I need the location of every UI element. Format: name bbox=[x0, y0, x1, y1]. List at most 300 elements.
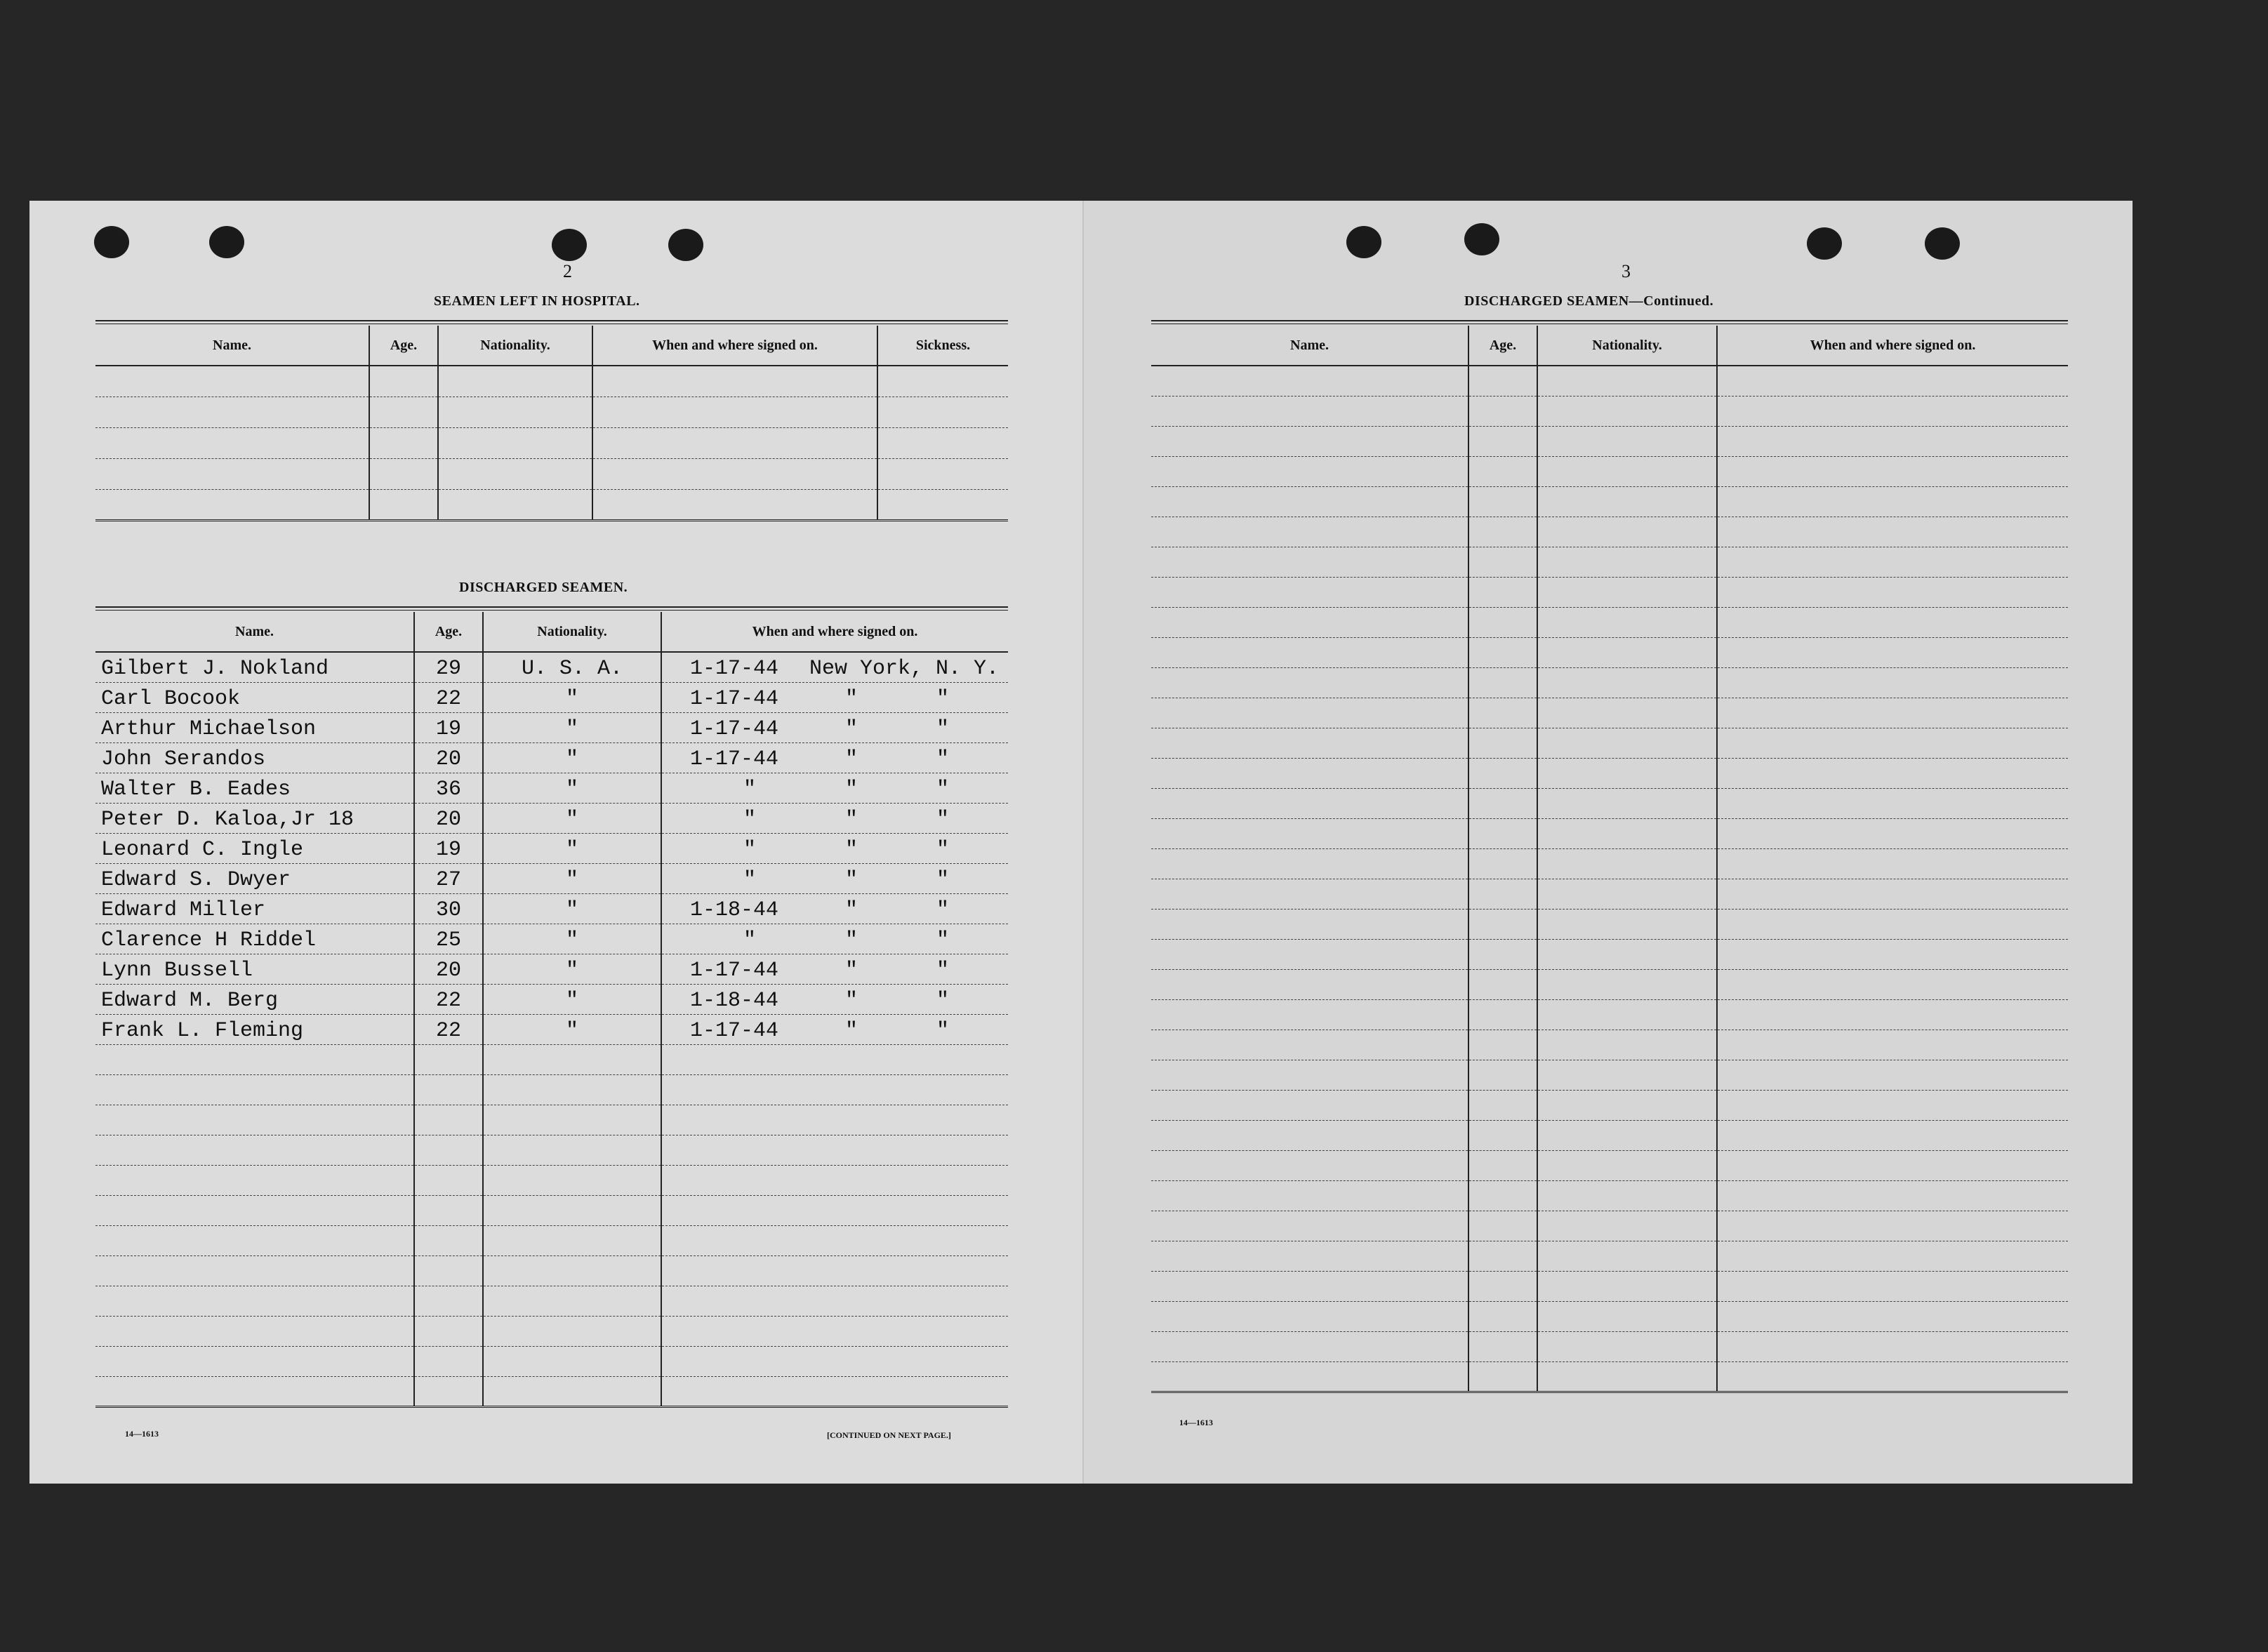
empty-cell bbox=[1537, 1120, 1717, 1150]
signed-on-cell bbox=[661, 712, 1008, 742]
empty-cell bbox=[95, 1346, 414, 1376]
seaman-nationality: " bbox=[483, 712, 661, 742]
empty-cell bbox=[1717, 667, 2068, 698]
empty-cell bbox=[1151, 1120, 1468, 1150]
empty-cell bbox=[1468, 517, 1537, 547]
empty-cell bbox=[661, 1316, 1008, 1346]
empty-cell bbox=[1537, 879, 1717, 909]
seaman-age: 36 bbox=[414, 773, 483, 803]
punch-hole bbox=[1346, 226, 1381, 258]
empty-cell bbox=[1717, 1361, 2068, 1392]
table-row bbox=[95, 1195, 1008, 1225]
empty-cell bbox=[369, 489, 438, 520]
seaman-nationality: " bbox=[483, 1014, 661, 1044]
empty-cell bbox=[1468, 1030, 1537, 1060]
empty-cell bbox=[1537, 848, 1717, 879]
table-row bbox=[1151, 577, 2068, 607]
signed-on-place: New York, N. Y. bbox=[809, 656, 1000, 681]
empty-cell bbox=[438, 458, 592, 489]
empty-cell bbox=[1151, 728, 1468, 758]
table-row bbox=[95, 924, 1008, 954]
empty-cell bbox=[414, 1255, 483, 1286]
table-row bbox=[1151, 1120, 2068, 1150]
table-row bbox=[1151, 758, 2068, 788]
empty-cell bbox=[1537, 486, 1717, 517]
empty-cell bbox=[414, 1105, 483, 1135]
table-row bbox=[1151, 969, 2068, 999]
seaman-name: Gilbert J. Nokland bbox=[95, 652, 414, 682]
empty-cell bbox=[438, 397, 592, 427]
seaman-name: John Serandos bbox=[95, 742, 414, 773]
seaman-name: Frank L. Fleming bbox=[95, 1014, 414, 1044]
signed-on-place: " bbox=[844, 988, 858, 1013]
empty-cell bbox=[483, 1346, 661, 1376]
signed-on-date: 1-17-44 bbox=[690, 958, 779, 982]
signed-on-date: 1-17-44 bbox=[690, 656, 779, 681]
signed-on-date: 1-17-44 bbox=[690, 717, 779, 741]
empty-cell bbox=[1537, 909, 1717, 939]
seaman-age: 29 bbox=[414, 652, 483, 682]
empty-cell bbox=[95, 397, 369, 427]
signed-on-cell bbox=[661, 863, 1008, 893]
empty-cell bbox=[1717, 698, 2068, 728]
table-row bbox=[1151, 456, 2068, 486]
punch-hole bbox=[668, 229, 703, 261]
empty-cell bbox=[1468, 577, 1537, 607]
empty-cell bbox=[1151, 486, 1468, 517]
empty-cell bbox=[661, 1346, 1008, 1376]
punch-hole bbox=[209, 226, 244, 258]
empty-cell bbox=[1717, 517, 2068, 547]
empty-cell bbox=[1468, 456, 1537, 486]
empty-cell bbox=[877, 489, 1008, 520]
empty-cell bbox=[483, 1316, 661, 1346]
empty-cell bbox=[1717, 607, 2068, 637]
empty-cell bbox=[661, 1376, 1008, 1406]
empty-cell bbox=[1468, 1271, 1537, 1301]
table-row bbox=[95, 1316, 1008, 1346]
empty-cell bbox=[1468, 939, 1537, 969]
column-header-name: Name. bbox=[95, 326, 369, 366]
empty-cell bbox=[1151, 939, 1468, 969]
table-row bbox=[1151, 879, 2068, 909]
empty-cell bbox=[95, 1195, 414, 1225]
empty-cell bbox=[414, 1044, 483, 1074]
signed-on-place: " bbox=[844, 928, 858, 952]
empty-cell bbox=[438, 489, 592, 520]
signed-on-cell bbox=[661, 984, 1008, 1014]
empty-cell bbox=[592, 489, 877, 520]
signed-on-state: " bbox=[936, 747, 949, 771]
empty-cell bbox=[1537, 396, 1717, 426]
seaman-age: 20 bbox=[414, 803, 483, 833]
table-row bbox=[1151, 1301, 2068, 1331]
empty-cell bbox=[1468, 426, 1537, 456]
empty-cell bbox=[1151, 456, 1468, 486]
signed-on-state: " bbox=[936, 898, 949, 922]
empty-cell bbox=[95, 489, 369, 520]
signed-on-place: " bbox=[844, 898, 858, 922]
empty-cell bbox=[1151, 577, 1468, 607]
continued-note: [CONTINUED ON NEXT PAGE.] bbox=[827, 1430, 951, 1440]
signed-on-place: " bbox=[844, 1018, 858, 1043]
empty-cell bbox=[369, 397, 438, 427]
table-row bbox=[95, 1105, 1008, 1135]
empty-cell bbox=[1537, 788, 1717, 818]
empty-cell bbox=[1468, 1180, 1537, 1211]
table-row bbox=[1151, 1361, 2068, 1392]
empty-cell bbox=[1151, 607, 1468, 637]
empty-cell bbox=[1468, 999, 1537, 1030]
empty-cell bbox=[1717, 939, 2068, 969]
seaman-name: Edward M. Berg bbox=[95, 984, 414, 1014]
empty-cell bbox=[1468, 547, 1537, 577]
empty-cell bbox=[95, 1376, 414, 1406]
empty-cell bbox=[661, 1286, 1008, 1316]
page-number-left: 2 bbox=[563, 261, 572, 281]
table-row bbox=[95, 1255, 1008, 1286]
empty-cell bbox=[1468, 788, 1537, 818]
empty-cell bbox=[1537, 1331, 1717, 1361]
seaman-nationality: " bbox=[483, 954, 661, 984]
rule bbox=[95, 606, 1008, 611]
empty-cell bbox=[1717, 366, 2068, 396]
signed-on-cell bbox=[661, 773, 1008, 803]
seaman-name: Arthur Michaelson bbox=[95, 712, 414, 742]
empty-cell bbox=[1468, 667, 1537, 698]
empty-cell bbox=[1468, 1120, 1537, 1150]
empty-cell bbox=[1468, 969, 1537, 999]
table-row bbox=[95, 1225, 1008, 1255]
punch-hole bbox=[1807, 227, 1842, 260]
empty-cell bbox=[483, 1255, 661, 1286]
empty-cell bbox=[1717, 1180, 2068, 1211]
empty-cell bbox=[95, 458, 369, 489]
signed-on-date: 1-17-44 bbox=[690, 1018, 779, 1043]
table-row bbox=[1151, 1211, 2068, 1241]
seaman-age: 27 bbox=[414, 863, 483, 893]
table-row bbox=[1151, 999, 2068, 1030]
table-row bbox=[1151, 909, 2068, 939]
signed-on-state: " bbox=[936, 958, 949, 982]
table-row bbox=[95, 984, 1008, 1014]
punch-hole bbox=[1464, 223, 1499, 255]
empty-cell bbox=[1151, 667, 1468, 698]
table-row bbox=[1151, 426, 2068, 456]
seaman-nationality: " bbox=[483, 863, 661, 893]
empty-cell bbox=[369, 366, 438, 397]
signed-on-cell bbox=[661, 803, 1008, 833]
table-row bbox=[1151, 1331, 2068, 1361]
empty-cell bbox=[1151, 1361, 1468, 1392]
empty-cell bbox=[95, 1225, 414, 1255]
seaman-name: Clarence H Riddel bbox=[95, 924, 414, 954]
table-row bbox=[95, 1074, 1008, 1105]
empty-cell bbox=[661, 1195, 1008, 1225]
column-header-signed-on: When and where signed on. bbox=[592, 326, 877, 366]
rule bbox=[95, 320, 1008, 324]
table-row bbox=[95, 833, 1008, 863]
empty-cell bbox=[95, 1316, 414, 1346]
empty-cell bbox=[483, 1376, 661, 1406]
empty-cell bbox=[1717, 969, 2068, 999]
empty-cell bbox=[1537, 1271, 1717, 1301]
empty-cell bbox=[1537, 969, 1717, 999]
empty-cell bbox=[1151, 969, 1468, 999]
table-row bbox=[95, 863, 1008, 893]
empty-cell bbox=[1151, 818, 1468, 848]
signed-on-place: " bbox=[844, 777, 858, 801]
empty-cell bbox=[438, 366, 592, 397]
seaman-age: 20 bbox=[414, 742, 483, 773]
signed-on-place: " bbox=[844, 958, 858, 982]
empty-cell bbox=[414, 1316, 483, 1346]
seaman-age: 22 bbox=[414, 1014, 483, 1044]
empty-cell bbox=[1151, 909, 1468, 939]
empty-cell bbox=[483, 1286, 661, 1316]
empty-cell bbox=[1151, 999, 1468, 1030]
seaman-name: Edward S. Dwyer bbox=[95, 863, 414, 893]
empty-cell bbox=[414, 1376, 483, 1406]
empty-cell bbox=[1537, 999, 1717, 1030]
empty-cell bbox=[1151, 366, 1468, 396]
empty-cell bbox=[1468, 637, 1537, 667]
empty-cell bbox=[1537, 1180, 1717, 1211]
empty-cell bbox=[877, 458, 1008, 489]
empty-cell bbox=[1151, 698, 1468, 728]
empty-cell bbox=[1468, 1241, 1537, 1271]
empty-cell bbox=[1537, 1090, 1717, 1120]
empty-cell bbox=[1717, 456, 2068, 486]
punch-hole bbox=[552, 229, 587, 261]
signed-on-place: " bbox=[844, 837, 858, 862]
empty-cell bbox=[1151, 517, 1468, 547]
form-number-right: 14—1613 bbox=[1179, 1418, 1213, 1427]
empty-cell bbox=[1151, 758, 1468, 788]
seaman-name: Walter B. Eades bbox=[95, 773, 414, 803]
empty-cell bbox=[95, 1165, 414, 1195]
table-row bbox=[1151, 547, 2068, 577]
empty-cell bbox=[1717, 788, 2068, 818]
signed-on-place: " bbox=[844, 686, 858, 711]
table-row bbox=[1151, 607, 2068, 637]
empty-cell bbox=[95, 1135, 414, 1165]
empty-cell bbox=[1468, 1090, 1537, 1120]
page-number-right: 3 bbox=[1622, 261, 1631, 281]
signed-on-date: " bbox=[743, 837, 756, 862]
seaman-nationality: " bbox=[483, 833, 661, 863]
empty-cell bbox=[414, 1286, 483, 1316]
empty-cell bbox=[1717, 426, 2068, 456]
empty-cell bbox=[483, 1195, 661, 1225]
empty-cell bbox=[1468, 396, 1537, 426]
empty-cell bbox=[414, 1346, 483, 1376]
signed-on-cell bbox=[661, 652, 1008, 682]
empty-cell bbox=[414, 1074, 483, 1105]
empty-cell bbox=[1537, 456, 1717, 486]
empty-cell bbox=[483, 1225, 661, 1255]
column-header-name: Name. bbox=[1151, 326, 1468, 366]
empty-cell bbox=[1151, 426, 1468, 456]
column-header-sickness: Sickness. bbox=[877, 326, 1008, 366]
empty-cell bbox=[414, 1225, 483, 1255]
table-row bbox=[1151, 1241, 2068, 1271]
empty-cell bbox=[1537, 667, 1717, 698]
table-row bbox=[1151, 818, 2068, 848]
signed-on-state: " bbox=[936, 867, 949, 892]
empty-cell bbox=[1537, 1060, 1717, 1090]
table-row bbox=[95, 1346, 1008, 1376]
empty-cell bbox=[1151, 1271, 1468, 1301]
table-row bbox=[1151, 396, 2068, 426]
empty-cell bbox=[877, 366, 1008, 397]
empty-cell bbox=[592, 427, 877, 458]
table-row bbox=[1151, 1150, 2068, 1180]
empty-cell bbox=[95, 427, 369, 458]
table-row bbox=[1151, 788, 2068, 818]
empty-cell bbox=[1468, 366, 1537, 396]
column-header-age: Age. bbox=[414, 612, 483, 652]
empty-cell bbox=[1717, 637, 2068, 667]
seaman-age: 19 bbox=[414, 833, 483, 863]
table-row bbox=[95, 1135, 1008, 1165]
seaman-nationality: " bbox=[483, 682, 661, 712]
empty-cell bbox=[1151, 848, 1468, 879]
column-header-signed-on: When and where signed on. bbox=[1717, 326, 2068, 366]
empty-cell bbox=[1717, 758, 2068, 788]
empty-cell bbox=[1717, 848, 2068, 879]
table-row bbox=[95, 954, 1008, 984]
empty-cell bbox=[1151, 1180, 1468, 1211]
discharged-rows bbox=[95, 652, 1008, 1406]
empty-cell bbox=[1717, 1090, 2068, 1120]
column-header-nationality: Nationality. bbox=[483, 612, 661, 652]
empty-cell bbox=[1717, 577, 2068, 607]
seaman-name: Carl Bocook bbox=[95, 682, 414, 712]
empty-cell bbox=[1151, 1150, 1468, 1180]
table-row bbox=[1151, 848, 2068, 879]
punch-hole bbox=[1925, 227, 1960, 260]
signed-on-date: " bbox=[743, 928, 756, 952]
empty-cell bbox=[1151, 1030, 1468, 1060]
signed-on-cell bbox=[661, 742, 1008, 773]
seaman-age: 22 bbox=[414, 984, 483, 1014]
table-row bbox=[95, 893, 1008, 924]
empty-cell bbox=[369, 458, 438, 489]
column-header-name: Name. bbox=[95, 612, 414, 652]
seaman-age: 19 bbox=[414, 712, 483, 742]
column-header-signed-on: When and where signed on. bbox=[661, 612, 1008, 652]
table-row bbox=[95, 682, 1008, 712]
rule bbox=[1151, 320, 2068, 324]
empty-cell bbox=[1537, 1030, 1717, 1060]
empty-cell bbox=[877, 427, 1008, 458]
empty-cell bbox=[95, 1074, 414, 1105]
empty-cell bbox=[1151, 1090, 1468, 1120]
empty-cell bbox=[1537, 547, 1717, 577]
signed-on-date: 1-17-44 bbox=[690, 686, 779, 711]
signed-on-cell bbox=[661, 954, 1008, 984]
empty-cell bbox=[1717, 728, 2068, 758]
signed-on-place: " bbox=[844, 717, 858, 741]
table-row bbox=[95, 742, 1008, 773]
empty-cell bbox=[95, 1105, 414, 1135]
signed-on-date: " bbox=[743, 807, 756, 832]
table-row bbox=[95, 1044, 1008, 1074]
empty-cell bbox=[1717, 1060, 2068, 1090]
empty-cell bbox=[1537, 637, 1717, 667]
empty-cell bbox=[483, 1044, 661, 1074]
empty-cell bbox=[1151, 1301, 1468, 1331]
seaman-age: 22 bbox=[414, 682, 483, 712]
empty-cell bbox=[1717, 1241, 2068, 1271]
seaman-age: 30 bbox=[414, 893, 483, 924]
table-row bbox=[95, 803, 1008, 833]
table-row bbox=[1151, 1030, 2068, 1060]
empty-cell bbox=[1468, 758, 1537, 788]
seaman-name: Lynn Bussell bbox=[95, 954, 414, 984]
signed-on-cell bbox=[661, 682, 1008, 712]
table-row bbox=[1151, 637, 2068, 667]
empty-cell bbox=[369, 427, 438, 458]
seaman-age: 20 bbox=[414, 954, 483, 984]
empty-cell bbox=[1151, 547, 1468, 577]
seaman-age: 25 bbox=[414, 924, 483, 954]
empty-cell bbox=[414, 1195, 483, 1225]
empty-cell bbox=[661, 1165, 1008, 1195]
empty-cell bbox=[1537, 517, 1717, 547]
table-row bbox=[1151, 698, 2068, 728]
seaman-nationality: " bbox=[483, 984, 661, 1014]
empty-cell bbox=[1468, 698, 1537, 728]
column-header-nationality: Nationality. bbox=[438, 326, 592, 366]
empty-cell bbox=[1537, 728, 1717, 758]
empty-cell bbox=[1537, 577, 1717, 607]
empty-cell bbox=[1468, 1331, 1537, 1361]
signed-on-cell bbox=[661, 893, 1008, 924]
table-row bbox=[1151, 939, 2068, 969]
form-number-left: 14—1613 bbox=[125, 1429, 159, 1439]
signed-on-state: " bbox=[936, 717, 949, 741]
empty-cell bbox=[414, 1165, 483, 1195]
seaman-nationality: " bbox=[483, 924, 661, 954]
signed-on-state: " bbox=[936, 807, 949, 832]
signed-on-place: " bbox=[844, 747, 858, 771]
empty-cell bbox=[592, 458, 877, 489]
column-header-age: Age. bbox=[1468, 326, 1537, 366]
empty-cell bbox=[1537, 1241, 1717, 1271]
empty-cell bbox=[1468, 848, 1537, 879]
table-row bbox=[1151, 728, 2068, 758]
signed-on-date: 1-17-44 bbox=[690, 747, 779, 771]
empty-cell bbox=[592, 366, 877, 397]
empty-cell bbox=[1537, 1361, 1717, 1392]
table-row bbox=[95, 1376, 1008, 1406]
empty-cell bbox=[1717, 1331, 2068, 1361]
empty-cell bbox=[1468, 909, 1537, 939]
empty-cell bbox=[1468, 1361, 1537, 1392]
empty-cell bbox=[1468, 1060, 1537, 1090]
table-row bbox=[1151, 667, 2068, 698]
empty-cell bbox=[1717, 486, 2068, 517]
signed-on-state: " bbox=[936, 837, 949, 862]
empty-cell bbox=[1717, 909, 2068, 939]
signed-on-cell bbox=[661, 924, 1008, 954]
signed-on-cell bbox=[661, 833, 1008, 863]
discharged-continued-table bbox=[1151, 326, 2068, 1393]
column-header-nationality: Nationality. bbox=[1537, 326, 1717, 366]
signed-on-place: " bbox=[844, 807, 858, 832]
